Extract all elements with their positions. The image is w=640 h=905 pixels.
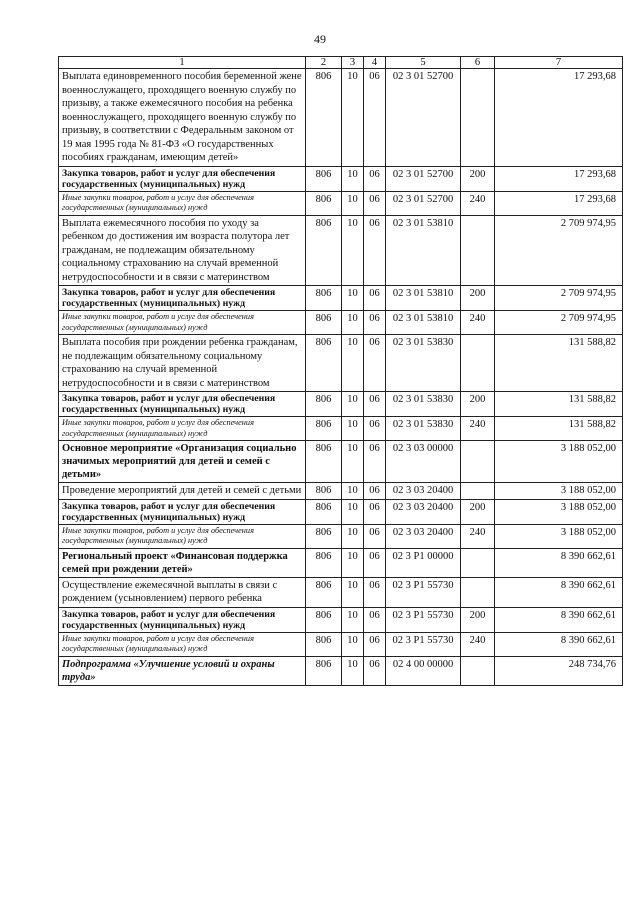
row-target-article: 02 3 01 52700 [386,69,461,167]
row-expense-type: 240 [461,417,495,441]
row-description: Осуществление ежемесячной выплаты в связи с рождением (усыновлением) первого ребенка [59,577,306,607]
row-target-article: 02 3 P1 00000 [386,548,461,577]
row-subsection-code: 06 [364,215,386,286]
row-section-code: 10 [342,215,364,286]
row-target-article: 02 3 03 20400 [386,524,461,548]
row-ministry-code: 806 [306,607,342,632]
row-subsection-code: 06 [364,483,386,500]
row-description: Выплата единовременного пособия беременной жене военнослужащего, проходящего военную службу по призыву, а также ежемесячного пособия на ребенка военнослужащего, проходящего военную службу по призыву, в соответствии с Федеральным законом от 19 мая 1995 года № 81-ФЗ «О государственных пособиях гражданам, имеющим детей» [59,69,306,167]
row-expense-type: 200 [461,166,495,191]
row-expense-type: 200 [461,607,495,632]
row-amount: 3 188 052,00 [495,441,623,483]
table-row [59,483,623,500]
row-subsection-code: 06 [364,441,386,483]
row-amount: 3 188 052,00 [495,524,623,548]
table-row [59,215,623,286]
row-section-code: 10 [342,577,364,607]
row-target-article: 02 3 01 52700 [386,191,461,215]
row-ministry-code: 806 [306,577,342,607]
row-ministry-code: 806 [306,69,342,167]
row-description: Иные закупки товаров, работ и услуг для обеспечения государственных (муниципальных) нужд [59,311,306,335]
header-cell-5: 5 [386,57,461,69]
row-ministry-code: 806 [306,441,342,483]
row-amount: 2 709 974,95 [495,311,623,335]
row-section-code: 10 [342,311,364,335]
row-section-code: 10 [342,69,364,167]
row-ministry-code: 806 [306,417,342,441]
table-row [59,632,623,656]
row-subsection-code: 06 [364,499,386,524]
row-description: Выплата ежемесячного пособия по уходу за ребенком до достижения им возраста полутора лет гражданам, не подлежащим обязательному социальному страхованию на случай временной нетрудоспособности и в связи с материнством [59,215,306,286]
row-expense-type: 240 [461,311,495,335]
table-row [59,335,623,392]
row-section-code: 10 [342,441,364,483]
row-subsection-code: 06 [364,69,386,167]
row-section-code: 10 [342,656,364,685]
row-expense-type [461,656,495,685]
row-description: Иные закупки товаров, работ и услуг для обеспечения государственных (муниципальных) нужд [59,632,306,656]
row-ministry-code: 806 [306,286,342,311]
row-target-article: 02 3 01 53810 [386,215,461,286]
row-subsection-code: 06 [364,524,386,548]
page-number: 49 [314,32,326,46]
row-subsection-code: 06 [364,166,386,191]
row-description: Иные закупки товаров, работ и услуг для обеспечения государственных (муниципальных) нужд [59,524,306,548]
table-row [59,577,623,607]
row-ministry-code: 806 [306,499,342,524]
row-expense-type [461,441,495,483]
row-ministry-code: 806 [306,166,342,191]
table-row [59,191,623,215]
row-amount: 8 390 662,61 [495,632,623,656]
row-expense-type: 200 [461,392,495,417]
row-description: Региональный проект «Финансовая поддержка семей при рождении детей» [59,548,306,577]
table-row [59,524,623,548]
row-expense-type [461,69,495,167]
row-section-code: 10 [342,632,364,656]
row-description: Закупка товаров, работ и услуг для обеспечения государственных (муниципальных) нужд [59,607,306,632]
row-ministry-code: 806 [306,524,342,548]
header-cell-7: 7 [495,57,623,69]
row-section-code: 10 [342,166,364,191]
row-expense-type: 200 [461,499,495,524]
table-row [59,311,623,335]
table-row [59,417,623,441]
row-ministry-code: 806 [306,311,342,335]
row-subsection-code: 06 [364,335,386,392]
header-cell-3: 3 [342,57,364,69]
row-subsection-code: 06 [364,632,386,656]
row-expense-type [461,548,495,577]
row-section-code: 10 [342,524,364,548]
table-row [59,441,623,483]
row-subsection-code: 06 [364,607,386,632]
table-header-row [59,57,623,69]
row-expense-type [461,577,495,607]
row-ministry-code: 806 [306,392,342,417]
row-target-article: 02 3 01 53830 [386,417,461,441]
row-expense-type: 240 [461,191,495,215]
header-cell-1: 1 [59,57,306,69]
row-ministry-code: 806 [306,215,342,286]
row-description: Иные закупки товаров, работ и услуг для обеспечения государственных (муниципальных) нужд [59,191,306,215]
row-target-article: 02 3 01 53830 [386,335,461,392]
row-subsection-code: 06 [364,577,386,607]
row-target-article: 02 3 01 53810 [386,311,461,335]
row-description: Иные закупки товаров, работ и услуг для обеспечения государственных (муниципальных) нужд [59,417,306,441]
row-amount: 2 709 974,95 [495,286,623,311]
table-row [59,69,623,167]
row-description: Основное мероприятие «Организация социально значимых мероприятий для детей и семей с детьми» [59,441,306,483]
row-amount: 2 709 974,95 [495,215,623,286]
row-ministry-code: 806 [306,656,342,685]
row-ministry-code: 806 [306,548,342,577]
table-row [59,656,623,685]
row-section-code: 10 [342,417,364,441]
row-target-article: 02 3 P1 55730 [386,632,461,656]
row-target-article: 02 4 00 00000 [386,656,461,685]
header-cell-6: 6 [461,57,495,69]
row-target-article: 02 3 01 52700 [386,166,461,191]
row-subsection-code: 06 [364,311,386,335]
row-ministry-code: 806 [306,335,342,392]
row-ministry-code: 806 [306,632,342,656]
row-section-code: 10 [342,392,364,417]
row-target-article: 02 3 03 20400 [386,483,461,500]
row-amount: 131 588,82 [495,392,623,417]
row-description: Закупка товаров, работ и услуг для обеспечения государственных (муниципальных) нужд [59,166,306,191]
table-row [59,548,623,577]
budget-table [58,56,623,686]
row-amount: 8 390 662,61 [495,548,623,577]
row-section-code: 10 [342,499,364,524]
row-amount: 131 588,82 [495,335,623,392]
row-amount: 8 390 662,61 [495,577,623,607]
row-expense-type: 240 [461,632,495,656]
row-description: Проведение мероприятий для детей и семей с детьми [59,483,306,500]
row-target-article: 02 3 03 00000 [386,441,461,483]
row-target-article: 02 3 P1 55730 [386,577,461,607]
row-amount: 17 293,68 [495,69,623,167]
row-ministry-code: 806 [306,191,342,215]
row-subsection-code: 06 [364,191,386,215]
table-row [59,607,623,632]
row-description: Выплата пособия при рождении ребенка гражданам, не подлежащим обязательному социальному страхованию на случай временной нетрудоспособности и в связи с материнством [59,335,306,392]
table-row [59,286,623,311]
row-target-article: 02 3 P1 55730 [386,607,461,632]
row-expense-type: 200 [461,286,495,311]
row-expense-type [461,215,495,286]
table-row [59,392,623,417]
header-cell-2: 2 [306,57,342,69]
row-section-code: 10 [342,548,364,577]
row-subsection-code: 06 [364,548,386,577]
row-subsection-code: 06 [364,392,386,417]
table-row [59,499,623,524]
row-amount: 8 390 662,61 [495,607,623,632]
row-section-code: 10 [342,607,364,632]
row-amount: 17 293,68 [495,191,623,215]
row-subsection-code: 06 [364,286,386,311]
row-section-code: 10 [342,335,364,392]
row-ministry-code: 806 [306,483,342,500]
row-expense-type [461,335,495,392]
row-subsection-code: 06 [364,656,386,685]
table-row [59,166,623,191]
row-section-code: 10 [342,286,364,311]
row-expense-type [461,483,495,500]
row-target-article: 02 3 01 53810 [386,286,461,311]
header-cell-4: 4 [364,57,386,69]
row-section-code: 10 [342,191,364,215]
row-description: Закупка товаров, работ и услуг для обеспечения государственных (муниципальных) нужд [59,392,306,417]
row-amount: 131 588,82 [495,417,623,441]
row-amount: 17 293,68 [495,166,623,191]
row-description: Подпрограмма «Улучшение условий и охраны труда» [59,656,306,685]
row-description: Закупка товаров, работ и услуг для обеспечения государственных (муниципальных) нужд [59,499,306,524]
row-subsection-code: 06 [364,417,386,441]
row-description: Закупка товаров, работ и услуг для обеспечения государственных (муниципальных) нужд [59,286,306,311]
row-expense-type: 240 [461,524,495,548]
row-amount: 3 188 052,00 [495,483,623,500]
row-amount: 248 734,76 [495,656,623,685]
row-amount: 3 188 052,00 [495,499,623,524]
row-target-article: 02 3 01 53830 [386,392,461,417]
row-section-code: 10 [342,483,364,500]
row-target-article: 02 3 03 20400 [386,499,461,524]
